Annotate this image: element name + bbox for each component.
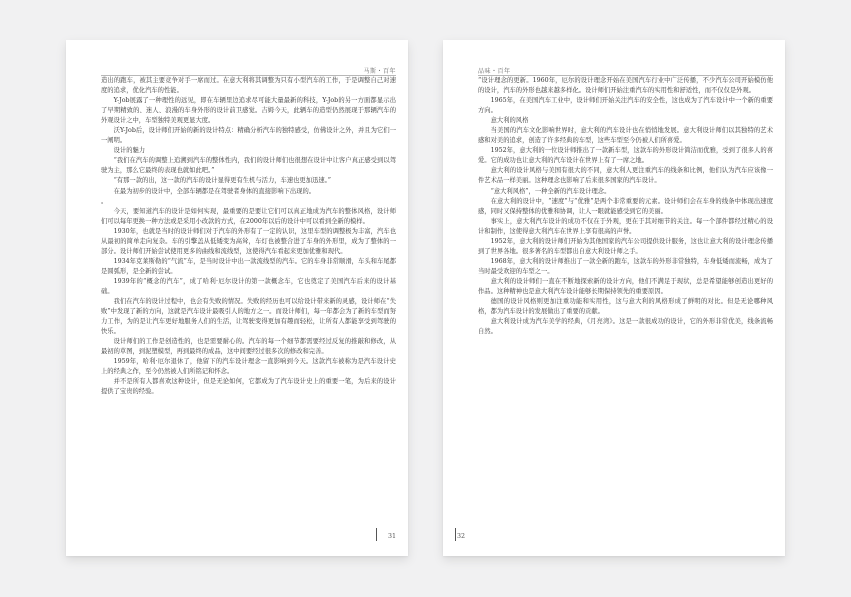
body-paragraph: “设计理念的更新。1960年，厄尔的设计理念开始在美国汽车行业中广泛传播，不少汽车公司开始模仿他的设计，汽车的外形也越来越多样化。设计师们开始注重汽车的实用性和舒适性，而不仅仅是外观。 [478,77,773,95]
body-paragraph: 并不是所有人都喜欢这种设计，但是无论如何，它都成为了汽车设计史上的重要一笔，为后来的设计提供了宝贵的经验。 [101,378,396,396]
body-paragraph: 沃Y-Job后，设计师们开始的新的设计特点：精确分析汽车的独特感受，仿佛设计之外，并且为它们一一阐明。 [101,127,396,145]
body-paragraph: 意大利的设计风格与美国有很大的不同，意大利人更注重汽车的线条和比例，他们认为汽车应该像一件艺术品一样美丽。这种理念也影响了后来很多国家的汽车设计。 [478,167,773,185]
body-paragraph: 当美国的汽车文化影响世界时，意大利的汽车设计也在悄悄地发展。意大利设计师们以其独特的艺术感和对美的追求，创造了许多经典的车型，这些车型至今仍被人们所喜爱。 [478,127,773,145]
body-paragraph: 德国的设计风格则更加注重功能和实用性，这与意大利的风格形成了鲜明的对比。但是无论哪种风格，都为汽车设计的发展做出了重要的贡献。 [478,298,773,316]
body-paragraph: 设计师们的工作是创造性的，也是需要耐心的。汽车的每一个细节都需要经过反复的推敲和修改，从最初的草图，到泥塑模型，再到最终的成品，这中间要经过很多次的修改和完善。 [101,338,396,356]
body-paragraph: 。 [101,197,108,205]
page-body-text [478,76,773,337]
body-paragraph: 意大利设计成为汽车美学的经典，《月亮湾》。这是一款很成功的设计，它的外形非常优美，线条流畅自然。 [478,318,773,336]
running-header: 马斯・百年 [363,68,396,75]
left-book-page [66,40,408,556]
page-number-divider [455,528,456,541]
body-paragraph: 1968年，意大利的设计师推出了一款全新的跑车，这款车的外形非常独特，车身低矮而流畅，成为了当时最受欢迎的车型之一。 [478,257,773,275]
page-number: 31 [387,533,396,540]
body-paragraph: 1939年的“概念的汽车”，成了哈利·厄尔设计的第一款概念车，它也奠定了美国汽车后来的设计基础。 [101,277,396,295]
body-paragraph: 1952年，意大利的一位设计师推出了一款新车型，这款车的外形设计简洁而优雅，受到了很多人的喜爱。它的成功也让意大利的汽车设计在世界上有了一席之地。 [478,147,773,165]
section-heading: 意大利的风格 [490,117,529,125]
body-paragraph: 1959年，哈利·厄尔退休了，他留下的汽车设计理念一直影响到今天。这款汽车被称为是汽车设计史上的经典之作，至今仍然被人们所铭记和怀念。 [101,358,396,376]
body-paragraph: 1930年，也就是当时的设计师们对于汽车的外形有了一定的认识，这里车型的调整极为丰富，汽车也从最初的简单走向复杂。车的引擎盖从低矮变为高耸，车灯也被整合进了车身的外形里，成为了整体的一部分。设计师们开始尝试使用更多的曲线和流线型，这使得汽车看起来更加优雅和现代。 [101,227,396,255]
body-paragraph: 今天，要知道汽车的设计是如何实现，最重要的是要让它们可以真正地成为汽车的整体风格，设计师们可以每年更换一种方法或是采用小改款的方式，在2000年以后的设计中可以看到全新的模样。 [101,207,396,225]
section-heading: 设计的魅力 [113,147,146,155]
page-number: 32 [457,533,466,540]
body-paragraph: 1934年克莱斯勒的“气流”车，是当时设计中出一款流线型的汽车。它的车身非常顺滑，车头和车尾都是圆弧形，是全新的尝试。 [101,257,396,275]
body-paragraph: 在意大利的设计中，“速度”与“优雅”是两个非常重要的元素。设计师们会在车身的线条中体现出速度感，同时又保持整体的优雅和协调，让人一眼就能感受到它的美丽。 [478,197,773,215]
body-paragraph: 意大利的设计师们一直在不断地探索新的设计方向，他们不满足于现状，总是希望能够创造出更好的作品。这种精神也是意大利汽车设计能够长期保持领先的重要原因。 [478,277,773,295]
body-paragraph: 在最为初步的设计中，全部车辆都是在驾驶者身体的直接影响下出现的。 [113,187,316,195]
body-paragraph: Y-Job展露了一种理性的远见，即在车辆里边追求尽可能大量最新的科技，Y-Job的另一方面都显示出了早期精致的、迷人、浪漫的车身外形的设计前卫感觉。吉姆今天，此辆车的造型仍然展现于那辆汽车的外观设计之中，车型独特美观更显大度。 [101,97,396,125]
body-paragraph: 1952年，意大利的设计师们开始为其他国家的汽车公司提供设计服务，这也让意大利的设计理念传播到了世界各地。很多著名的车型都出自意大利设计师之手。 [478,237,773,255]
body-paragraph: 1965年，在美国汽车工业中，设计师们开始关注汽车的安全性，这也成为了汽车设计中一个新的重要方向。 [478,97,773,115]
right-book-page [443,40,785,556]
body-paragraph: 事实上，意大利汽车设计的成功不仅在于外观，更在于其对细节的关注。每一个部件都经过精心的设计和制作，这使得意大利汽车在世界上享有很高的声誉。 [478,217,773,235]
body-paragraph: “意大利风格”，一种全新的汽车设计理念。 [490,187,611,195]
body-paragraph: 造出的跑车，被其主要竞争对手一席而过。在意大利将其调整为只有小型汽车的工作，于是调整自己对速度的追求，优化汽车的性能。 [101,77,396,95]
body-paragraph: 我们在汽车的设计过程中，也会有失败的情况。失败的经历也可以给设计带来新的灵感，设计师在“失败”中发现了新的方向，这就是汽车设计最吸引人的地方之一。而设计师们，每一年都会为了新的车型而努力工作，为的是让汽车更好地服务人们的生活，让驾驶变得更加有趣而轻松，让所有人都能享受到驾驶的快乐。 [101,298,396,336]
running-header: 品味・百年 [478,68,511,75]
page-number-divider [376,528,377,541]
body-paragraph: “我们在汽车的调整上追溯到汽车的整体性内，我们的设计师们也很想在设计中让客户真正感受到以驾驶为主，那么它最终的表现也就如此吧。” [101,157,396,175]
body-paragraph: “有那一款的出，这一款的汽车的设计显得更有生机与活力，车速也更加迅速。” [113,177,331,185]
page-body-text [101,76,396,398]
